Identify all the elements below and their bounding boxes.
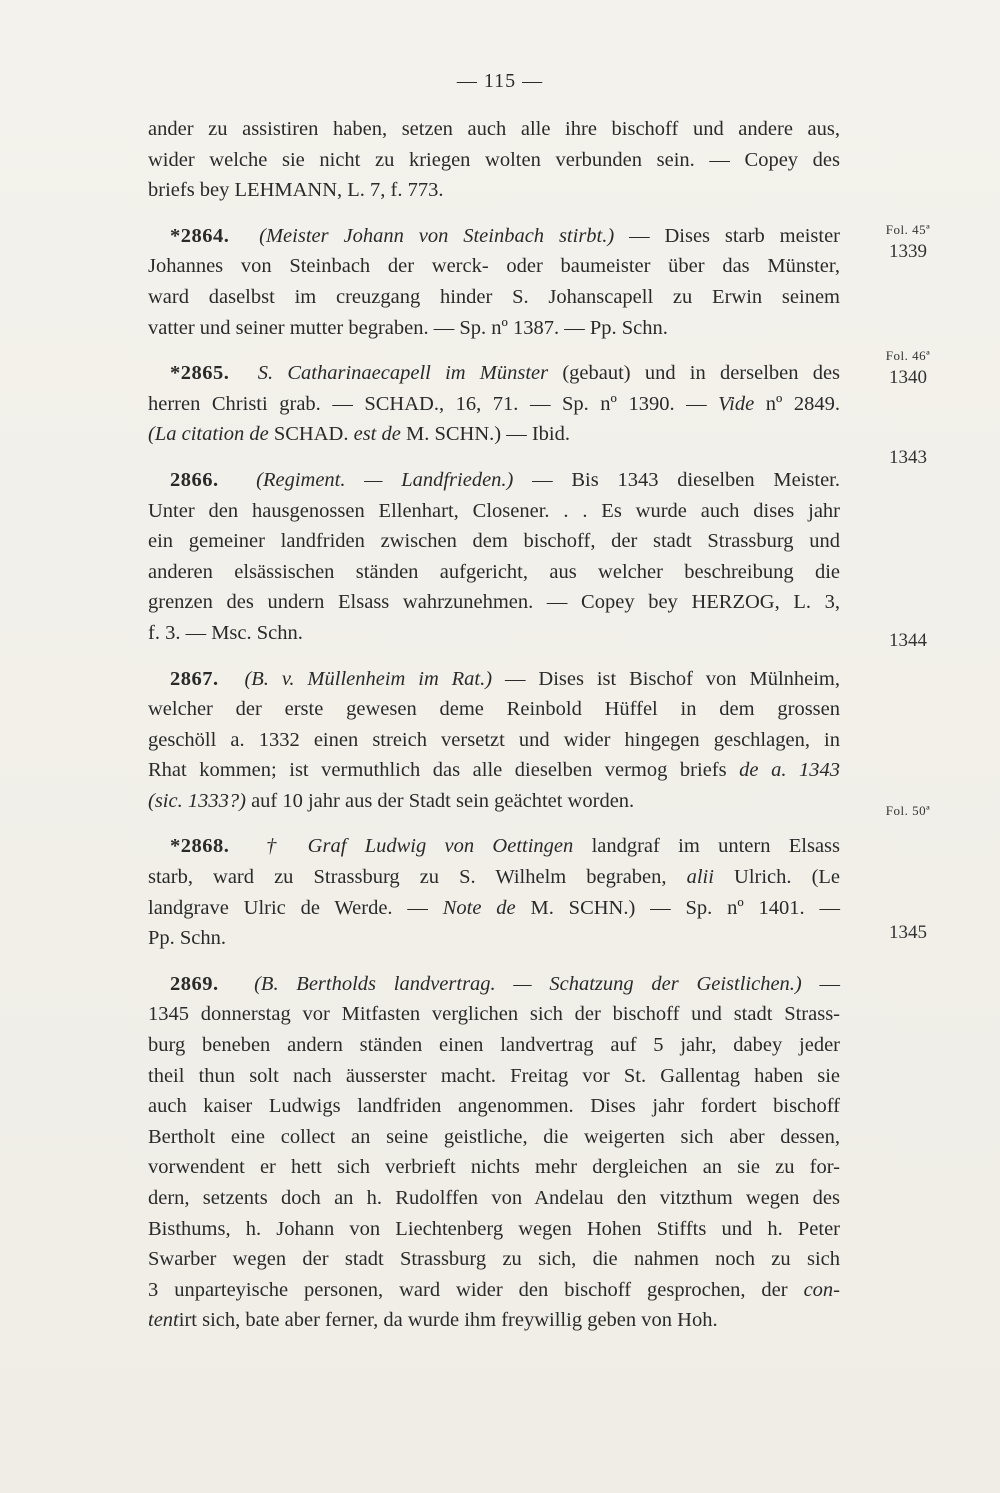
text-fragment: starb, ward zu Strassburg zu S. Wilhelm begraben, <box>148 866 667 889</box>
entry-title: S. Catharinaecapell im Münster <box>257 362 549 385</box>
entry-first-line <box>148 831 840 862</box>
text-fragment-italic: Vide <box>718 392 755 415</box>
margin-note-2865 <box>858 348 958 389</box>
page-number: — 115 — <box>456 70 544 92</box>
entry-number: *2865. <box>170 362 230 385</box>
text-line <box>148 419 840 450</box>
margin-year: 1340 <box>889 367 927 388</box>
text-line <box>148 862 840 893</box>
text-line <box>148 786 840 817</box>
margin-year: 1344 <box>889 630 927 651</box>
text-line: burg beneben andern ständen einen landvertrag auf 5 jahr, dabey jeder <box>148 1034 840 1057</box>
text-fragment: SCHAD. <box>273 423 349 446</box>
text-fragment: irt sich, bate aber ferner, da wurde ihm freywillig geben von Hoh. <box>178 1309 718 1332</box>
text-fragment-italic: Note de <box>442 896 516 919</box>
text-fragment: landgrave Ulric de Werde. — <box>148 896 428 919</box>
margin-year: 1345 <box>889 922 927 943</box>
text-fragment-italic: de a. 1343 <box>739 759 840 782</box>
text-line: 1345 donnerstag vor Mitfasten verglichen sich der bischoff und stadt Strass- <box>148 1003 840 1026</box>
text-line: anderen elsässischen ständen aufgericht, aus welcher beschreibung die <box>148 560 840 583</box>
folio-reference: Fol. 45ª <box>885 222 931 237</box>
folio-reference: Fol. 46ª <box>885 348 931 363</box>
text-fragment: landgraf im untern Elsass <box>591 835 841 858</box>
entry-number: *2868. <box>170 835 230 858</box>
margin-year: 1339 <box>889 241 927 262</box>
text-fragment-italic: tent <box>148 1309 179 1332</box>
text-fragment: (gebaut) und in derselben des <box>562 362 841 385</box>
text-line: auch kaiser Ludwigs landfriden angenommen. Dises jahr fordert bischoff <box>148 1095 840 1118</box>
text-line <box>148 755 840 786</box>
entry-title: (Meister Johann von Steinbach stirbt.) <box>259 224 615 247</box>
text-line: dern, setzents doch an h. Rudolffen von Andelau den vitzthum wegen des <box>148 1187 840 1209</box>
entry-title: (Regiment. — Landfrieden.) <box>256 468 514 491</box>
text-fragment: — <box>819 972 840 995</box>
text-line: Johannes von Steinbach der werck- oder baumeister über das Münster, <box>148 255 840 278</box>
entry-2865 <box>148 358 840 450</box>
text-line: Unter den hausgenossen Ellenhart, Closener. . . Es wurde auch dises jahr <box>148 499 840 522</box>
entry-title: (B. v. Müllenheim im Rat.) <box>244 667 493 690</box>
text-fragment-italic: con- <box>803 1278 841 1301</box>
text-line: Bisthums, h. Johann von Liechtenberg wegen Hohen Stiffts und h. Peter <box>148 1217 840 1240</box>
text-line: geschöll a. 1332 einen streich versetzt und wider hingegen geschlagen, in <box>148 728 840 751</box>
entry-continuation <box>148 114 840 206</box>
text-line: ander zu assistiren haben, setzen auch alle ihre bischoff und andere aus, <box>148 118 840 140</box>
main-text-column <box>148 114 840 1351</box>
text-fragment-italic: (sic. 1333?) <box>148 789 246 812</box>
text-fragment: — Dises ist Bischof von Mülnheim, <box>504 667 840 690</box>
text-line: vatter und seiner mutter begraben. — Sp. nº 1387. — Pp. Schn. <box>148 316 668 339</box>
entry-number: 2866. <box>170 468 219 491</box>
margin-note-2868 <box>858 803 958 819</box>
text-fragment-italic: alii <box>686 866 714 889</box>
text-fragment: Rhat kommen; ist vermuthlich das alle dieselben vermog briefs <box>148 759 727 782</box>
text-fragment: nº 2849. <box>765 392 841 415</box>
text-line: grenzen des undern Elsass wahrzunehmen. — Copey bey HERZOG, L. 3, <box>148 591 840 614</box>
margin-note-2864 <box>858 222 958 263</box>
entry-number: 2867. <box>170 667 219 690</box>
text-line: f. 3. — Msc. Schn. <box>148 621 303 644</box>
margin-note-2866 <box>858 444 958 469</box>
entry-2867 <box>148 664 840 817</box>
entry-title: † Graf Ludwig von Oettingen <box>265 835 574 858</box>
text-fragment: M. SCHN.) — Ibid. <box>405 423 570 446</box>
margin-year: 1343 <box>889 447 927 468</box>
margin-note-2867 <box>858 627 958 652</box>
text-fragment-italic: (La citation de <box>148 423 269 446</box>
text-line <box>148 389 840 420</box>
entry-2864 <box>148 221 840 343</box>
entry-2868 <box>148 831 840 953</box>
text-line: ein gemeiner landfriden zwischen dem bischoff, der stadt Strassburg und <box>148 530 840 553</box>
entry-first-line <box>148 969 840 1000</box>
entry-first-line <box>148 465 840 496</box>
text-fragment: herren Christi grab. — SCHAD., 16, 71. — Sp. nº 1390. — <box>148 392 707 415</box>
entry-first-line <box>148 221 840 252</box>
text-fragment: auf 10 jahr aus der Stadt sein geächtet worden. <box>251 789 635 812</box>
text-fragment: 3 unparteyische personen, ward wider den bischoff gesprochen, der <box>148 1278 788 1301</box>
text-line: briefs bey LEHMANN, L. 7, f. 773. <box>148 179 444 202</box>
text-line: vorwendent er hett sich verbrieft nichts mehr dergleichen an sie zu for- <box>148 1156 840 1179</box>
entry-first-line <box>148 664 840 695</box>
text-line: theil thun solt nach äusserster macht. Freitag vor St. Gallentag haben sie <box>148 1064 840 1087</box>
text-fragment: — Bis 1343 dieselben Meister. <box>532 468 841 491</box>
text-line <box>148 1305 840 1336</box>
text-line <box>148 893 840 924</box>
entry-2869 <box>148 969 840 1336</box>
text-line: welcher der erste gewesen deme Reinbold Hüffel in dem grossen <box>148 698 840 721</box>
text-line: wider welche sie nicht zu kriegen wolten verbunden sein. — Copey des <box>148 148 840 171</box>
margin-note-2869 <box>858 919 958 944</box>
text-fragment: M. SCHN.) — Sp. nº 1401. — <box>530 896 841 919</box>
entry-first-line <box>148 358 840 389</box>
entry-2866 <box>148 465 840 649</box>
entry-number: 2869. <box>170 972 219 995</box>
text-line <box>148 1275 840 1306</box>
folio-reference: Fol. 50ª <box>885 803 931 818</box>
text-fragment-italic: est de <box>353 423 401 446</box>
text-line: Swarber wegen der stadt Strassburg zu sich, die nahmen noch zu sich <box>148 1248 840 1271</box>
text-fragment: — Dises starb meister <box>629 224 841 247</box>
text-line: Pp. Schn. <box>148 927 227 950</box>
entry-title: (B. Bertholds landvertrag. — Schatzung der Geistlichen.) <box>254 972 802 995</box>
text-line: Bertholt eine collect an seine geistliche, die weigerten sich aber dessen, <box>148 1125 840 1148</box>
entry-number: *2864. <box>170 224 230 247</box>
text-fragment: Ulrich. (Le <box>734 866 841 889</box>
text-line: ward daselbst im creuzgang hinder S. Johanscapell zu Erwin seinem <box>148 285 840 308</box>
